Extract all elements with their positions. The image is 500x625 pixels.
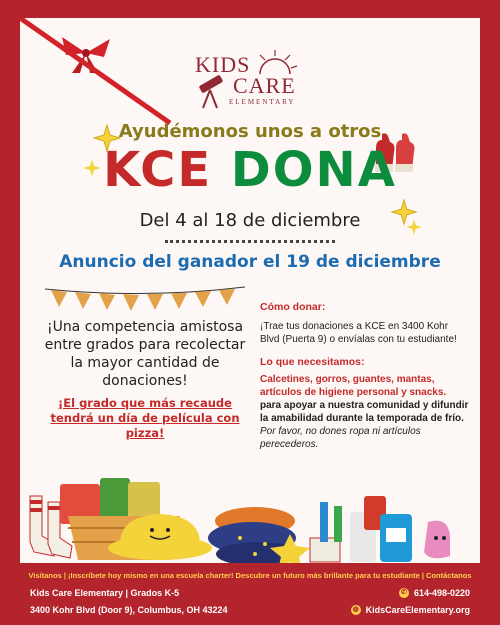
- sunrise-icon: [250, 48, 300, 76]
- event-dates: Del 4 al 18 de diciembre: [139, 210, 361, 231]
- donation-info: [260, 301, 470, 451]
- needs-note: Por favor, no dones ropa ni artículos perecederos.: [260, 426, 421, 450]
- footer-phone[interactable]: [399, 588, 470, 598]
- needs-purpose: para apoyar a nuestra comunidad y difundir la amabilidad durante la temporada de frío.: [260, 400, 469, 424]
- pizza-prize-text: ¡El grado que más recaude tendrá un día de película con pizza!: [50, 396, 240, 440]
- needs-items: Calcetines, gorros, guantes, mantas, artículos de higiene personal y snacks.: [260, 374, 447, 398]
- winner-announcement: Anuncio del ganador el 19 de diciembre: [59, 252, 441, 272]
- school-logo: [195, 48, 315, 128]
- footer-website-link[interactable]: [351, 605, 470, 615]
- footer-address: 3400 Kohr Blvd (Door 9), Columbus, OH 43224: [30, 605, 228, 615]
- phone-icon: ✆: [399, 588, 409, 598]
- blankets-icon: [208, 507, 310, 563]
- donation-items-illustration: [20, 456, 480, 563]
- how-text: ¡Trae tus donaciones a KCE en 3400 Kohr Blvd (Puerta 9) o envíalas con tu estudiante!: [260, 321, 457, 345]
- footer-tagline: Visítanos | ¡Inscríbete hoy mismo en una escuela charter! Descubre un futuro más brillante para tu estudiante | Contáctanos: [28, 571, 472, 580]
- page-title: [20, 142, 480, 198]
- ribbon-icon: [20, 18, 180, 128]
- telescope-icon: [193, 74, 227, 110]
- globe-icon: ◍: [352, 606, 359, 613]
- footer-phone-text: 614-498-0220: [413, 588, 470, 598]
- bunting-icon: [45, 283, 245, 323]
- how-heading: Cómo donar:: [260, 301, 326, 313]
- flyer-card: [20, 18, 480, 563]
- subtitle: Ayudémonos unos a otros: [118, 121, 382, 142]
- footer-school: Kids Care Elementary | Grados K-5: [30, 588, 180, 598]
- competition-text: ¡Una competencia amistosa entre grados para recolectar la mayor cantidad de donaciones!: [44, 319, 246, 389]
- hygiene-items-icon: [310, 496, 450, 562]
- logo-kids-text: KIDS: [195, 52, 251, 77]
- footer-website-text: KidsCareElementary.org: [365, 605, 470, 615]
- title-part-1: KCE: [103, 142, 231, 198]
- needs-heading: Lo que necesitamos:: [260, 356, 365, 368]
- logo-care-text: CARE: [233, 73, 296, 98]
- logo-elementary-text: ELEMENTARY: [229, 98, 296, 106]
- dotted-divider: [165, 240, 335, 243]
- footer: [0, 565, 500, 625]
- title-part-2: DONA: [230, 142, 397, 198]
